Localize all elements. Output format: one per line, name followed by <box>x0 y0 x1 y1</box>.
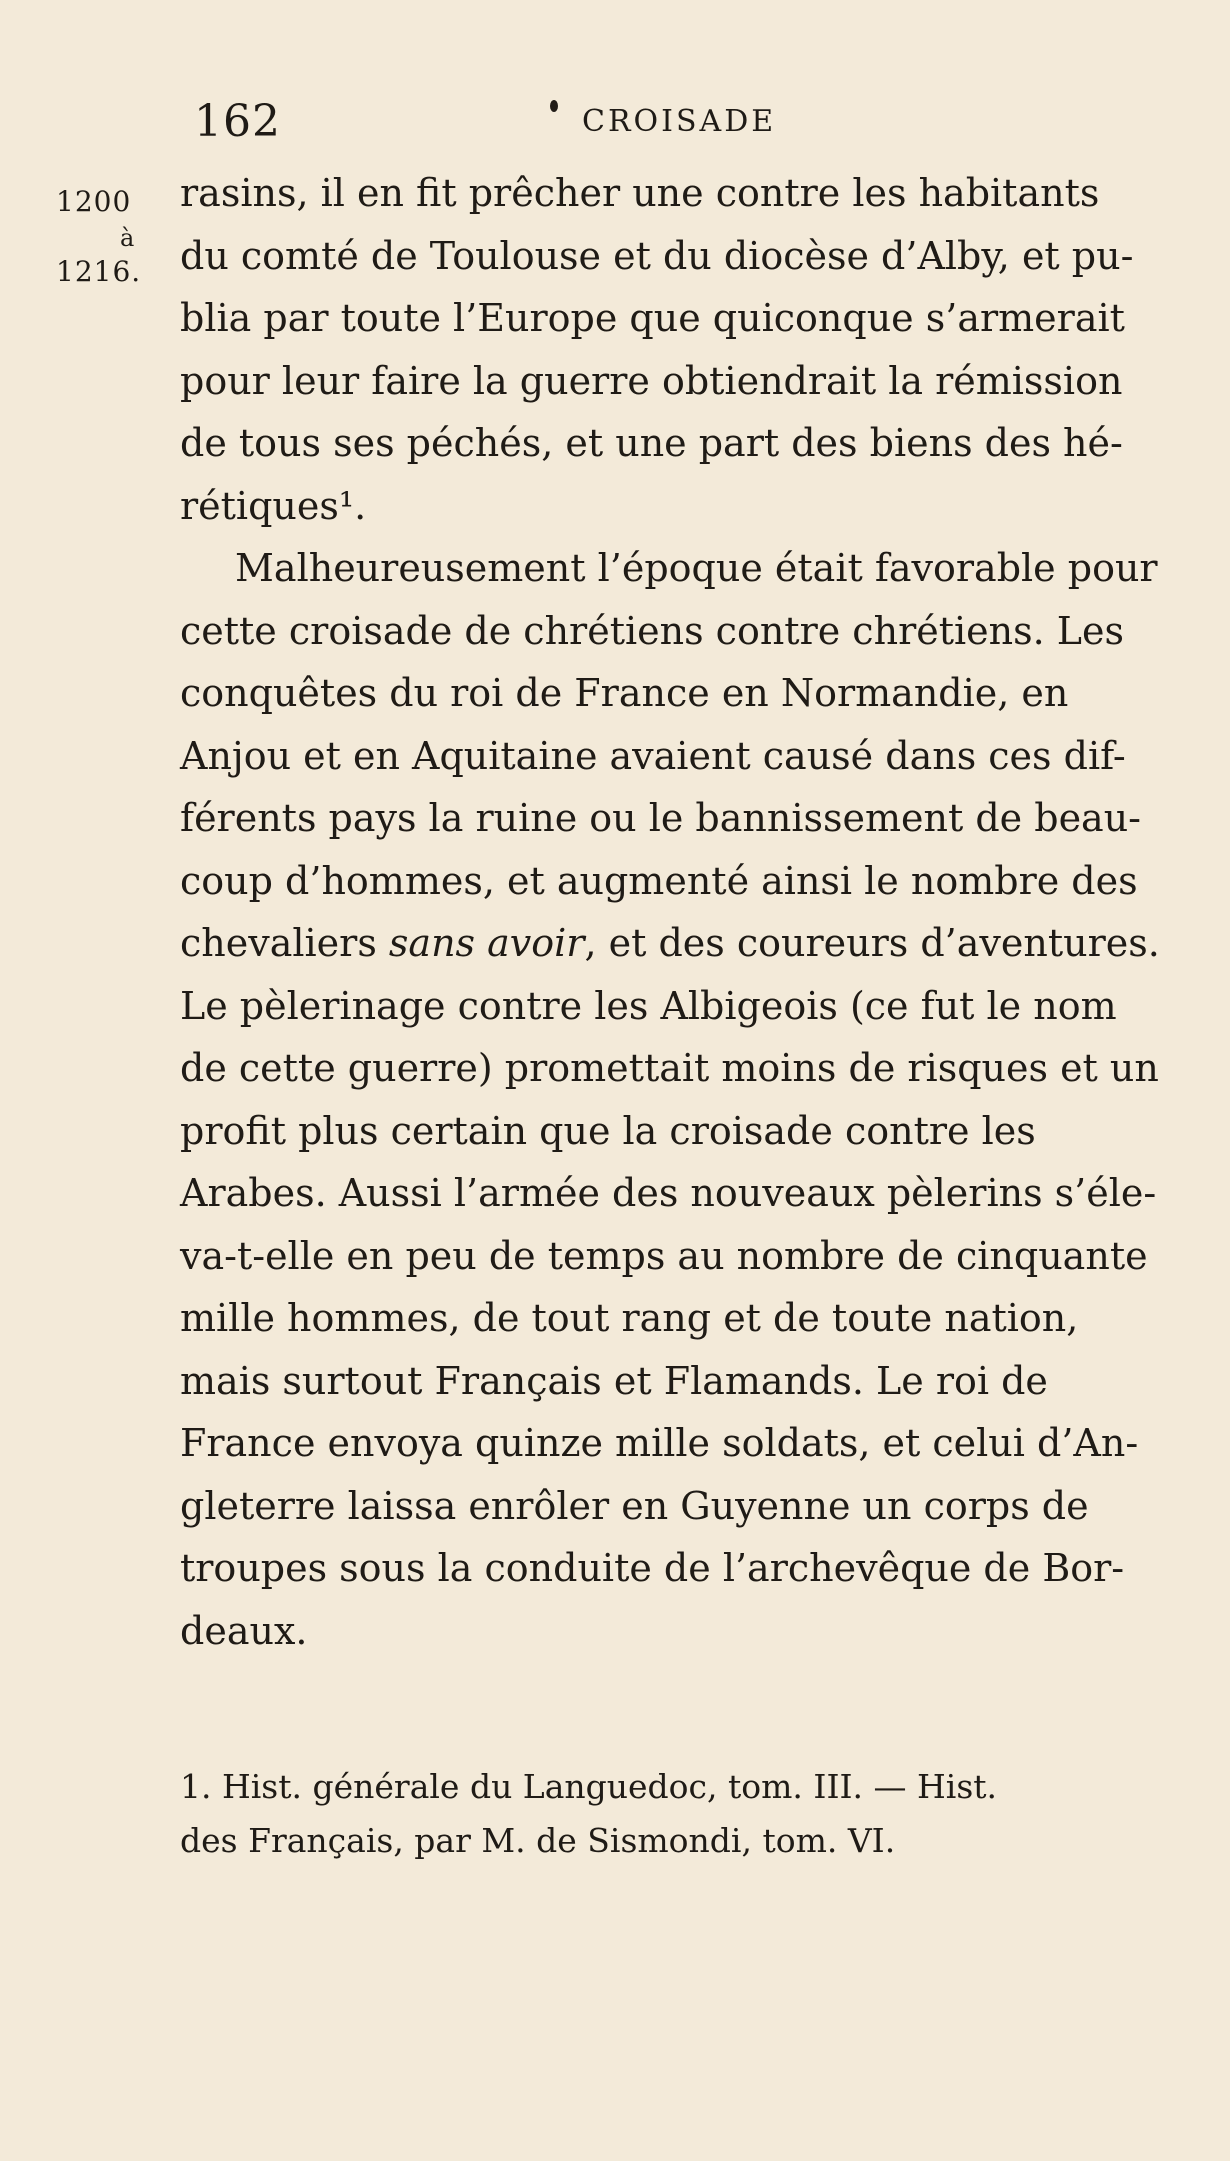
text-line: deaux. <box>180 1608 308 1653</box>
text-line: conquêtes du roi de France en Normandie, en <box>180 671 1069 715</box>
text-line: pour leur faire la guerre obtiendrait la rémission <box>180 358 1123 403</box>
date-end: 1216. <box>56 255 142 288</box>
running-title: CROISADE <box>582 104 777 139</box>
footnote <box>180 1760 1140 1868</box>
date-start: 1200 <box>56 185 132 218</box>
text-line: rétiques¹. <box>180 483 367 528</box>
text-line: Malheureusement l’époque était favorable pour <box>235 546 1158 590</box>
text-line: blia par toute l’Europe que quiconque s’armerait <box>180 296 1125 340</box>
footnote-line: 1. Hist. générale du Languedoc, tom. III. — Hist. <box>180 1767 998 1806</box>
text-line-with-italic <box>180 912 1160 975</box>
text-line: férents pays la ruine ou le bannissement de beau- <box>180 796 1142 840</box>
text-line: va-t-elle en peu de temps au nombre de cinquante <box>180 1233 1148 1278</box>
text-line: coup d’hommes, et augmenté ainsi le nombre des <box>180 858 1138 903</box>
text-line: mille hommes, de tout rang et de toute nation, <box>180 1296 1079 1340</box>
line-start: chevaliers <box>180 921 389 965</box>
text-line: de cette guerre) promettait moins de risques et un <box>180 1046 1159 1090</box>
text-line: profit plus certain que la croisade contre les <box>180 1108 1036 1153</box>
text-line: du comté de Toulouse et du diocèse d’Alby, et pu- <box>180 233 1134 278</box>
date-connector: à <box>120 224 135 252</box>
footnote-line: des Français, par M. de Sismondi, tom. VI. <box>180 1821 896 1860</box>
text-line: cette croisade de chrétiens contre chrétiens. Les <box>180 608 1124 653</box>
italic-phrase: sans avoir <box>388 921 585 965</box>
text-line: troupes sous la conduite de l’archevêque de Bor- <box>180 1546 1125 1590</box>
text-line: rasins, il en fit prêcher une contre les habitants <box>180 171 1100 215</box>
running-head <box>194 96 1094 156</box>
text-line: Anjou et en Aquitaine avaient causé dans ces dif- <box>180 733 1126 778</box>
main-text <box>180 162 1160 1662</box>
text-line: mais surtout Français et Flamands. Le roi de <box>180 1358 1048 1403</box>
ink-mark <box>550 100 558 112</box>
text-line: France envoya quinze mille soldats, et celui d’An- <box>180 1421 1139 1465</box>
text-line: Le pèlerinage contre les Albigeois (ce fut le nom <box>180 983 1117 1028</box>
text-line: de tous ses péchés, et une part des biens des hé- <box>180 421 1123 465</box>
page-number: 162 <box>194 96 281 147</box>
line-end: , et des coureurs d’aventures. <box>584 921 1160 965</box>
text-line: Arabes. Aussi l’armée des nouveaux pèlerins s’éle- <box>180 1171 1157 1215</box>
text-line: gleterre laissa enrôler en Guyenne un corps de <box>180 1483 1089 1528</box>
